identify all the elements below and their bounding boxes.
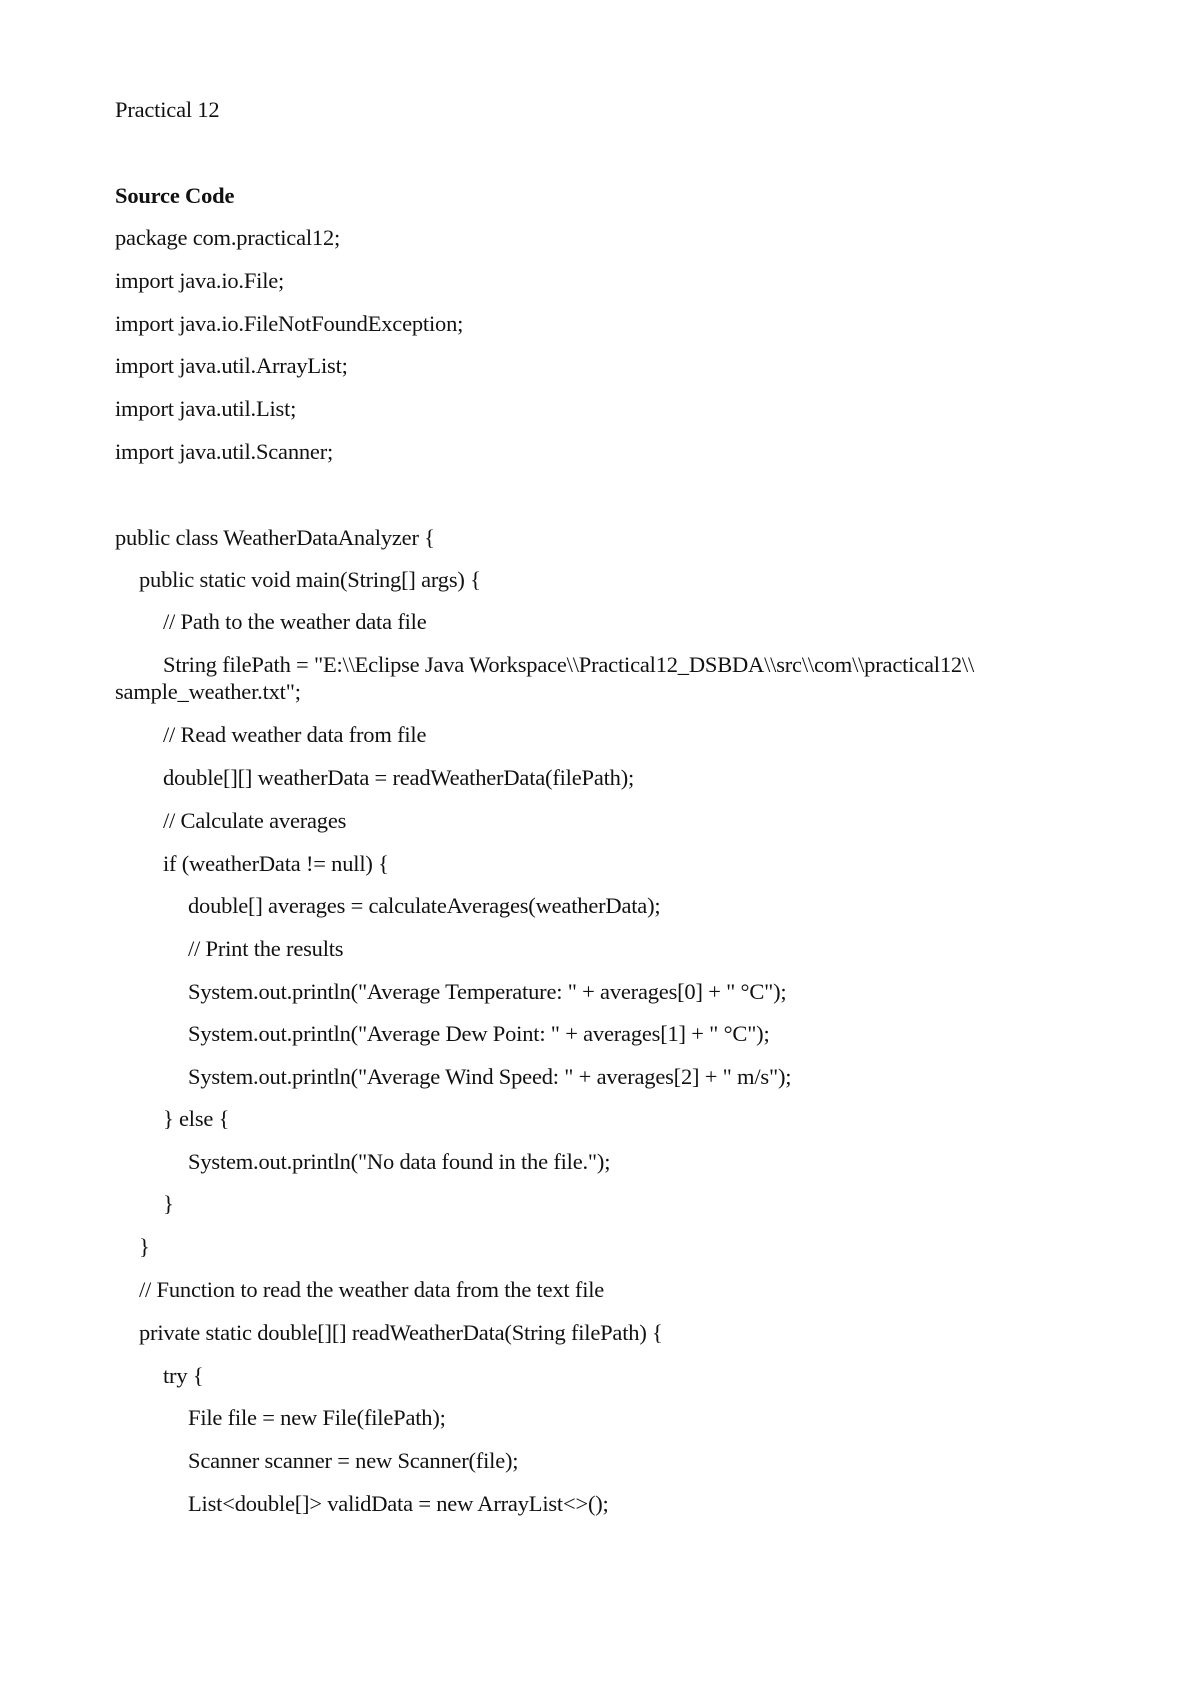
- code-line: try {: [163, 1363, 204, 1388]
- code-line: } else {: [163, 1106, 230, 1131]
- code-line: // Function to read the weather data from the text file: [139, 1277, 605, 1302]
- section-heading: Source Code: [115, 183, 235, 208]
- document-title: Practical 12: [115, 97, 220, 122]
- code-line: if (weatherData != null) {: [163, 851, 389, 876]
- code-line: double[] averages = calculateAverages(weatherData);: [188, 893, 661, 918]
- code-line: import java.util.ArrayList;: [115, 353, 348, 378]
- code-line: Scanner scanner = new Scanner(file);: [188, 1448, 519, 1473]
- code-line: public static void main(String[] args) {: [139, 567, 481, 592]
- code-line: // Calculate averages: [163, 808, 347, 833]
- code-line: double[][] weatherData = readWeatherData(filePath);: [163, 765, 635, 790]
- code-line: String filePath = "E:\\Eclipse Java Workspace\\Practical12_DSBDA\\src\\com\\practical12\\: [163, 652, 975, 677]
- code-line: import java.util.List;: [115, 396, 297, 421]
- code-line: }: [163, 1191, 174, 1216]
- code-line: // Read weather data from file: [163, 722, 427, 747]
- code-line: File file = new File(filePath);: [188, 1405, 446, 1430]
- code-line: import java.util.Scanner;: [115, 439, 334, 464]
- code-line: // Path to the weather data file: [163, 609, 427, 634]
- code-line: sample_weather.txt";: [115, 679, 301, 704]
- code-line: import java.io.FileNotFoundException;: [115, 311, 464, 336]
- code-line: package com.practical12;: [115, 225, 341, 250]
- code-line: import java.io.File;: [115, 268, 285, 293]
- code-line: System.out.println("Average Temperature: " + averages[0] + " °C");: [188, 979, 787, 1004]
- code-line: // Print the results: [188, 936, 344, 961]
- code-line: System.out.println("No data found in the file.");: [188, 1149, 611, 1174]
- code-line: private static double[][] readWeatherData(String filePath) {: [139, 1320, 663, 1345]
- code-line: List<double[]> validData = new ArrayList<>();: [188, 1491, 609, 1516]
- code-line: System.out.println("Average Dew Point: " + averages[1] + " °C");: [188, 1021, 770, 1046]
- code-line: }: [139, 1234, 150, 1259]
- code-line: public class WeatherDataAnalyzer {: [115, 525, 435, 550]
- code-line: System.out.println("Average Wind Speed: " + averages[2] + " m/s");: [188, 1064, 792, 1089]
